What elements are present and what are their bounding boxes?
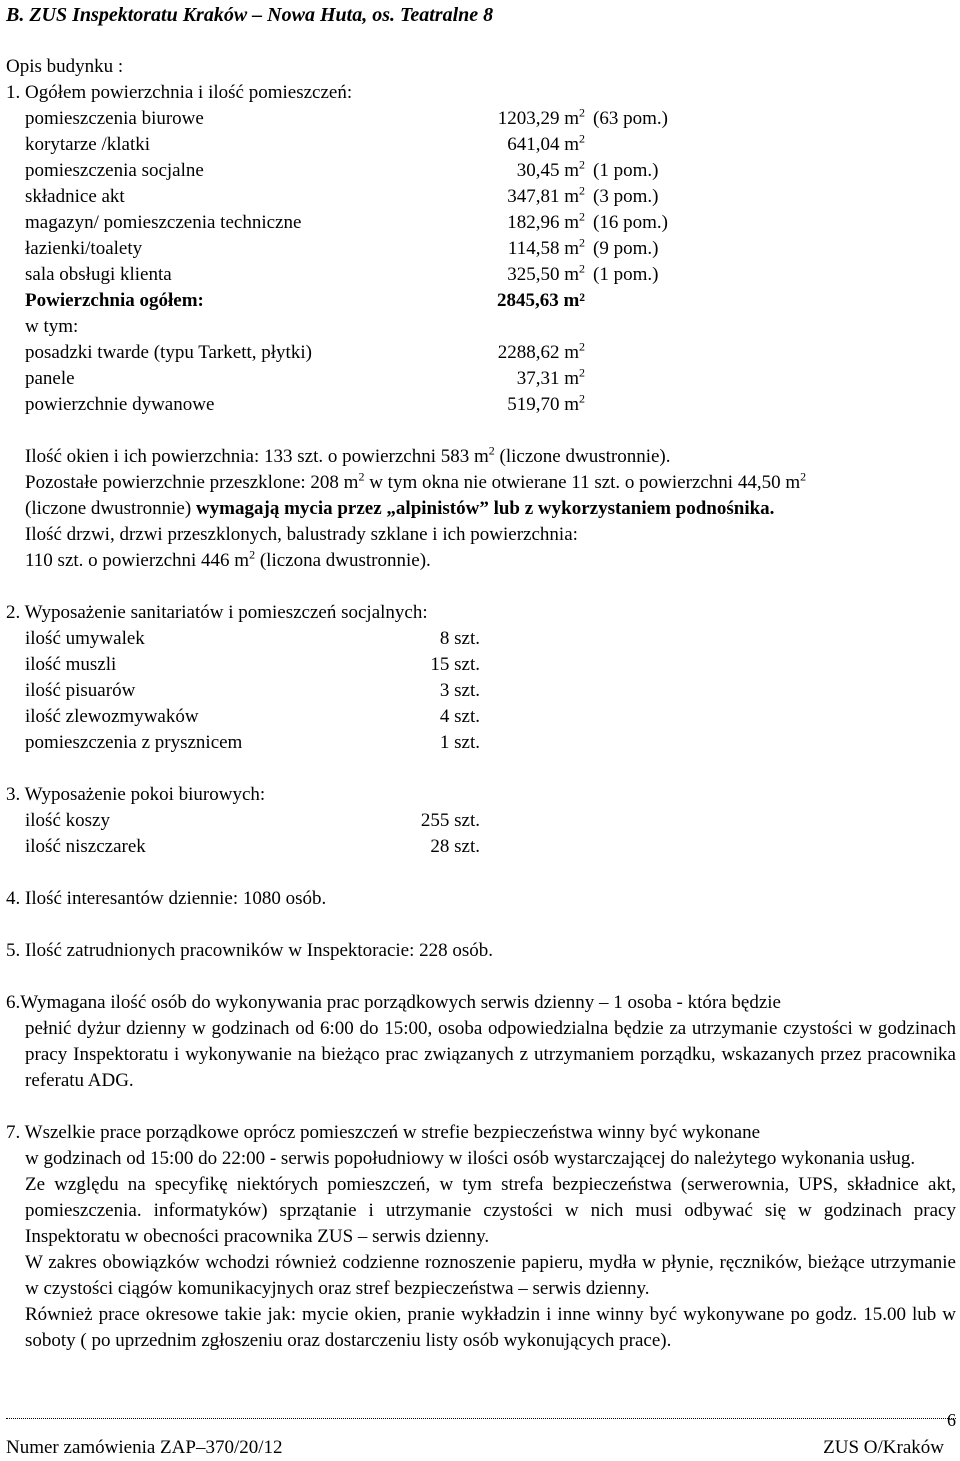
- area-label: pomieszczenia biurowe: [25, 108, 204, 129]
- floor-label: posadzki twarde (typu Tarkett, płytki): [25, 342, 312, 363]
- document-page: [6, 0, 956, 1354]
- area-label: sala obsługi klienta: [25, 264, 172, 285]
- total-label: Powierzchnia ogółem:: [25, 290, 204, 311]
- area-value: 347,81 $m^2$: [507, 183, 585, 207]
- section-7: [6, 1120, 956, 1354]
- order-number: Numer zamówienia ZAP–370/20/12: [6, 1437, 283, 1458]
- windows-line-3: (liczone dwustronnie): [25, 498, 196, 519]
- area-note: (9 pom.): [593, 238, 659, 259]
- wtym-label: w tym:: [25, 316, 79, 337]
- windows-block: Ilość okien i ich powierzchnia: 133 szt. o powierzchni 583 $m^2$ (liczone dwustronnie). Pozostałe powierzchnie przeszklone: 208 $m^2$ w tym okna nie otwierane 11 szt. o powierzchni 44,50 $m^2$ (liczone dwustronnie) wymagają mycia przez „alpinistów” lub z wykorzystaniem podnośnika. Ilość drzwi, drzwi przeszklonych, balustrady szklane i ich powierzchnia: 110 szt. o powierzchni 446 $m^2$ (liczona dwustronnie).: [6, 444, 956, 574]
- area-value: 182,96 $m^2$: [507, 209, 585, 233]
- section-4: 4. Ilość interesantów dziennie: 1080 osób.: [6, 888, 327, 909]
- section-7-p4: Również prace okresowe takie jak: mycie okien, pranie wykładzin i inne winny być wykonywane po godz. 15.00 lub w soboty ( po uprzednim zgłoszeniu oraz dostarczeniu listy osób wykonujących prace).: [25, 1304, 956, 1351]
- list-item-value: 4 szt.: [439, 706, 480, 727]
- list-item-value: 28 szt.: [430, 836, 480, 857]
- windows-line-5: 110 szt. o powierzchni 446 m: [25, 550, 250, 571]
- windows-line-4: Ilość drzwi, drzwi przeszklonych, balustrady szklane i ich powierzchnia:: [25, 524, 578, 545]
- page-number: 6: [947, 1410, 956, 1430]
- total-value: 2845,63 m²: [496, 290, 585, 311]
- windows-line-1: Ilość okien i ich powierzchnia: 133 szt. o powierzchni 583 m: [25, 446, 489, 467]
- section-7-first: 7. Wszelkie prace porządkowe oprócz pomieszczeń w strefie bezpieczeństwa winny być wykonane: [6, 1122, 761, 1143]
- area-label: magazyn/ pomieszczenia techniczne: [25, 212, 302, 233]
- section-7-rest: w godzinach od 15:00 do 22:00 - serwis popołudniowy w ilości osób wystarczającej do należytego wykonania usług.: [25, 1148, 916, 1169]
- area-value: 30,45 $m^2$: [516, 157, 585, 181]
- area-label: składnice akt: [25, 186, 125, 207]
- section-title: Opis budynku :: [6, 56, 124, 77]
- section-6-first: 6.Wymagana ilość osób do wykonywania prac porządkowych serwis dzienny – 1 osoba - która będzie: [6, 992, 781, 1013]
- list-item-label: ilość koszy: [25, 810, 110, 831]
- list-item-label: pomieszczenia z prysznicem: [25, 732, 243, 753]
- area-table: [25, 106, 956, 288]
- office-list: [25, 808, 956, 860]
- section-1-heading: 1. Ogółem powierzchnia i ilość pomieszczeń:: [6, 82, 353, 103]
- floor-value: 2288,62 $m^2$: [497, 339, 585, 363]
- area-note: (3 pom.): [593, 186, 659, 207]
- section-7-p3: W zakres obowiązków wchodzi również codzienne roznoszenie papieru, mydła w płynie, ręczników, bieżące utrzymanie w czystości ciągów komunikacyjnych oraz stref bezpieczeństwa – serwis dzienny.: [25, 1252, 956, 1299]
- area-note: (1 pom.): [593, 160, 659, 181]
- list-item-label: ilość zlewozmywaków: [25, 706, 199, 727]
- list-item-value: 15 szt.: [430, 654, 480, 675]
- list-item-label: ilość umywalek: [25, 628, 145, 649]
- area-value: 114,58 $m^2$: [507, 235, 585, 259]
- page-title: B. ZUS Inspektoratu Kraków – Nowa Huta, os. Teatralne 8: [6, 4, 494, 26]
- floor-label: panele: [25, 368, 75, 389]
- area-label: korytarze /klatki: [25, 134, 151, 155]
- windows-line-2: Pozostałe powierzchnie przeszklone: 208 m: [25, 472, 359, 493]
- area-value: 641,04 $m^2$: [507, 131, 585, 155]
- area-note: (63 pom.): [593, 108, 668, 129]
- area-label: łazienki/toalety: [25, 238, 143, 259]
- floor-table: [25, 340, 956, 418]
- section-7-p2: Ze względu na specyfikę niektórych pomieszczeń, w tym strefa bezpieczeństwa (serwerownia, UPS, składnice akt, pomieszczenia. informatyków) sprzątanie i utrzymanie czystości w nich musi odbywać się w godzinach pracy Inspektoratu w obecności pracownika ZUS – serwis dzienny.: [25, 1174, 956, 1247]
- windows-line-3-bold: wymagają mycia przez „alpinistów” lub z wykorzystaniem podnośnika.: [195, 498, 775, 519]
- section-3-heading: 3. Wyposażenie pokoi biurowych:: [6, 784, 266, 805]
- sanitary-list: [25, 626, 956, 756]
- floor-value: 519,70 $m^2$: [507, 391, 585, 415]
- area-value: 325,50 $m^2$: [507, 261, 585, 285]
- floor-label: powierzchnie dywanowe: [25, 394, 215, 415]
- list-item-value: 3 szt.: [439, 680, 480, 701]
- area-note: (16 pom.): [593, 212, 668, 233]
- list-item-value: 1 szt.: [439, 732, 480, 753]
- section-6-rest: pełnić dyżur dzienny w godzinach od 6:00 do 15:00, osoba odpowiedzialna będzie za utrzymanie czystości w godzinach pracy Inspektoratu i wykonywanie na bieżąco prac związanych z utrzymaniem porządku, wskazanych przez pracownika referatu ADG.: [25, 1018, 956, 1091]
- area-note: (1 pom.): [593, 264, 659, 285]
- section-2-heading: 2. Wyposażenie sanitariatów i pomieszczeń socjalnych:: [6, 602, 428, 623]
- footer-org: ZUS O/Kraków: [823, 1437, 944, 1458]
- section-5: 5. Ilość zatrudnionych pracowników w Inspektoracie: 228 osób.: [6, 940, 494, 961]
- section-6: [6, 990, 956, 1094]
- area-note: [585, 132, 695, 158]
- list-item-value: 255 szt.: [420, 810, 480, 831]
- floor-value: 37,31 $m^2$: [516, 365, 585, 389]
- list-item-value: 8 szt.: [439, 628, 480, 649]
- list-item-label: ilość pisuarów: [25, 680, 136, 701]
- area-label: pomieszczenia socjalne: [25, 160, 204, 181]
- list-item-label: ilość muszli: [25, 654, 117, 675]
- area-value: 1203,29 $m^2$: [497, 105, 585, 129]
- list-item-label: ilość niszczarek: [25, 836, 146, 857]
- total-row: [25, 288, 956, 314]
- page-footer: [6, 1410, 956, 1458]
